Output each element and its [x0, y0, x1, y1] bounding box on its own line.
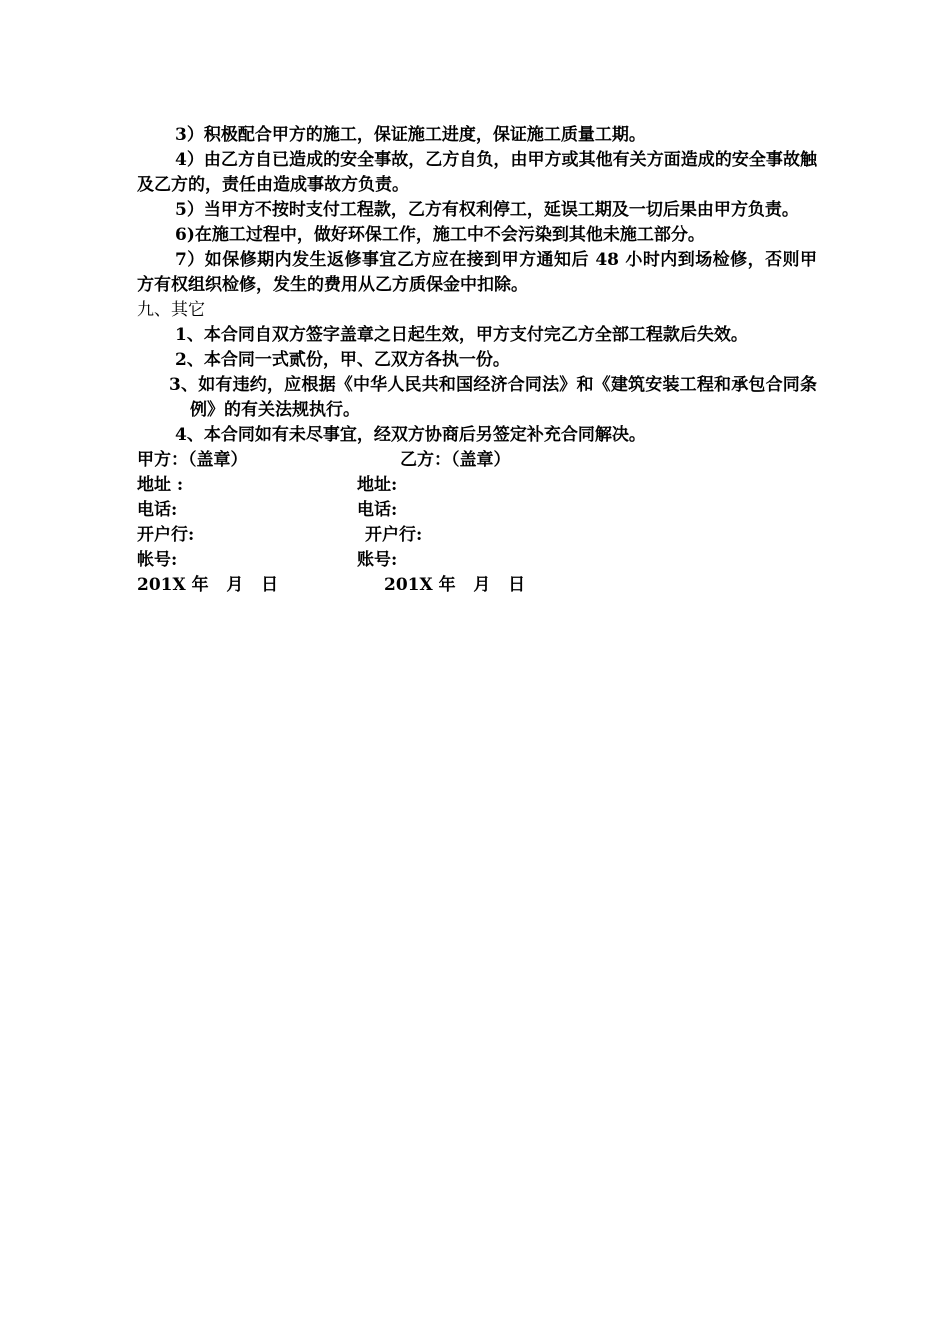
signature-row-party: [137, 448, 817, 473]
party-b-address-label: 地址:: [357, 475, 398, 495]
clause-7: 7）如保修期内发生返修事宜乙方应在接到甲方通知后 48 小时内到场检修，否则甲方有权组织检修，发生的费用从乙方质保金中扣除。: [137, 250, 817, 295]
clause-4: 4）由乙方自已造成的安全事故，乙方自负，由甲方或其他有关方面造成的安全事故触及乙方的，责任由造成事故方负责。: [137, 150, 817, 195]
signature-row-phone: [137, 498, 817, 523]
contract-body: [137, 123, 817, 598]
party-a-label: 甲方：（盖章）: [137, 450, 248, 470]
party-a-phone-label: 电话:: [137, 500, 178, 520]
party-a-address-label: 地址 :: [137, 475, 184, 495]
clause-3: 3）积极配合甲方的施工，保证施工进度，保证施工质量工期。: [175, 125, 646, 145]
signature-row-bank: [137, 523, 817, 548]
clause-6: 6)在施工过程中，做好环保工作，施工中不会污染到其他未施工部分。: [175, 225, 705, 245]
signature-row-account: [137, 548, 817, 573]
section-nine-item-2: 2、本合同一式贰份，甲、乙双方各执一份。: [175, 350, 510, 370]
signature-row-address: [137, 473, 817, 498]
party-a-bank-label: 开户行:: [137, 525, 195, 545]
section-nine-item-4: 4、本合同如有未尽事宜，经双方协商后另签定补充合同解决。: [175, 425, 646, 445]
section-nine-item-3: 3、如有违约，应根据《中华人民共和国经济合同法》和《建筑安装工程和承包合同条例》的有关法规执行。: [169, 375, 817, 420]
section-nine-heading: 九、其它: [137, 300, 205, 320]
clause-5: 5）当甲方不按时支付工程款，乙方有权利停工，延误工期及一切后果由甲方负责。: [175, 200, 799, 220]
section-nine-item-1: 1、本合同自双方签字盖章之日起生效，甲方支付完乙方全部工程款后失效。: [175, 325, 748, 345]
party-b-date: 201X 年 月 日: [384, 575, 526, 595]
signature-row-date: [137, 573, 817, 598]
party-b-label: 乙方：（盖章）: [400, 450, 511, 470]
party-b-phone-label: 电话:: [357, 500, 398, 520]
party-a-date: 201X 年 月 日: [137, 575, 279, 595]
party-a-account-label: 帐号:: [137, 550, 178, 570]
party-b-account-label: 账号:: [357, 550, 398, 570]
party-b-bank-label: 开户行:: [365, 525, 423, 545]
